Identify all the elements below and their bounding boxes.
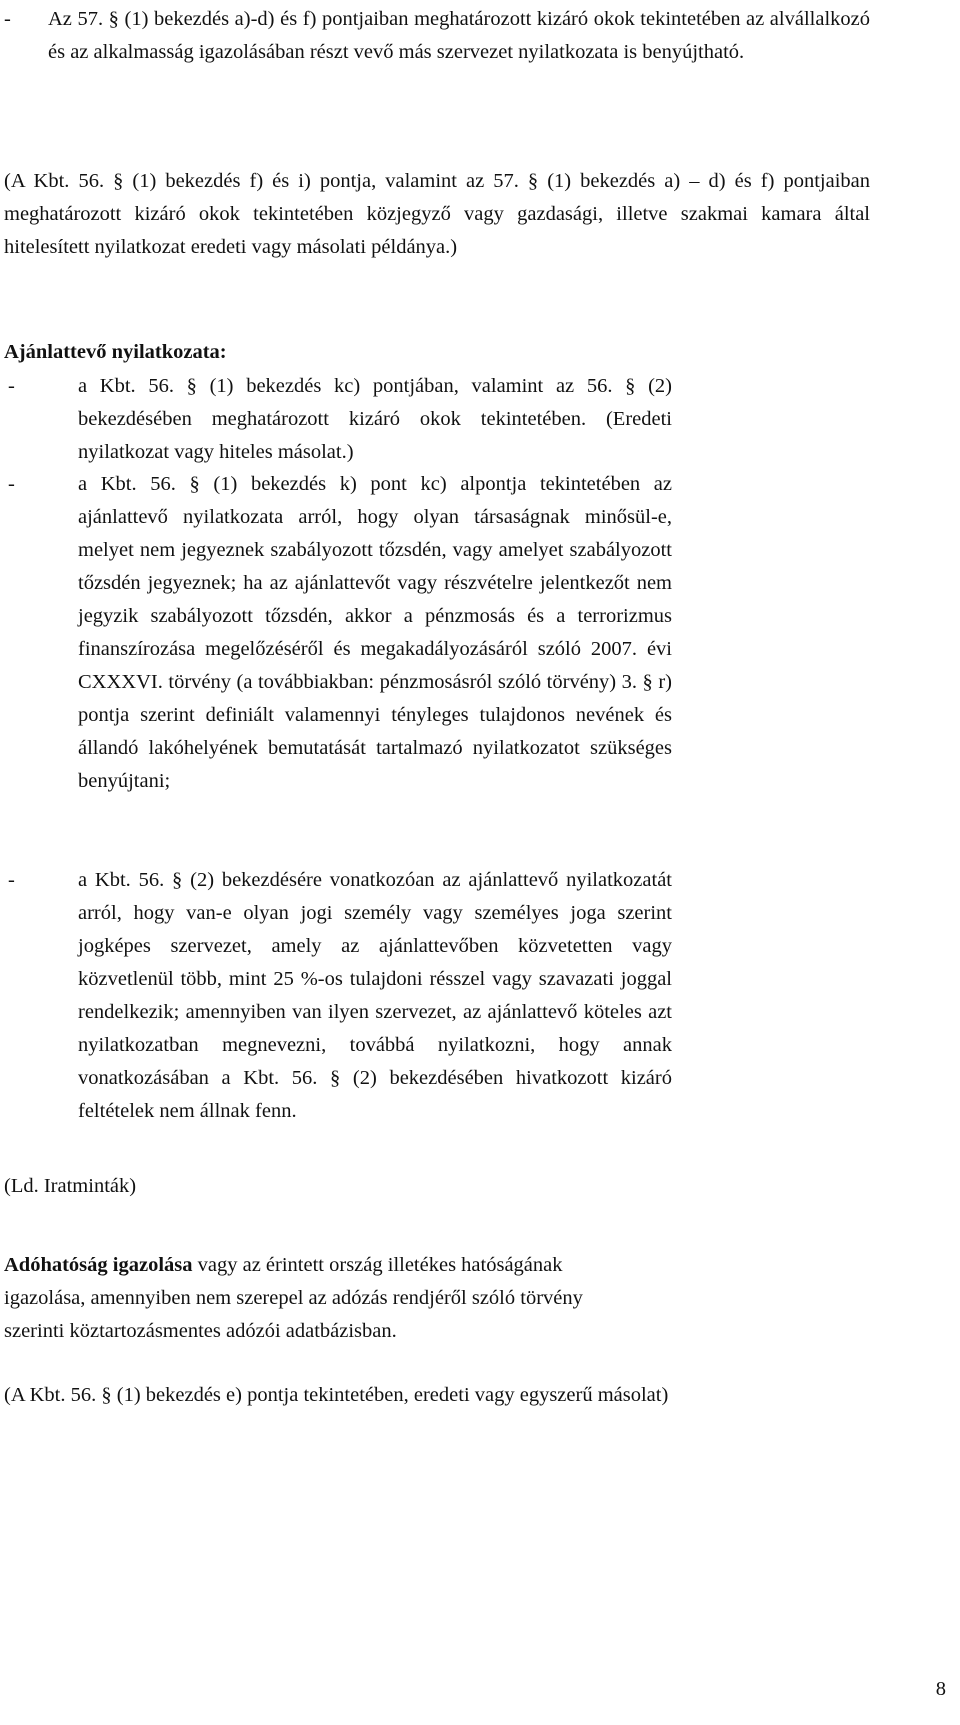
page-number: 8 — [935, 1678, 946, 1700]
declaration-item-beneficial-owners: a Kbt. 56. § (1) bekezdés k) pont kc) alpontja tekintetében az ajánlattevő nyilatkozata arról, hogy olyan társaságnak minősül-e, melyet nem jegyeznek szabályozott tőzsdén, vagy amelyet szabályozott tőzsdén jegyeznek; ha az ajánlattevőt vagy részvételre jelentkezőt nem jegyzik szabályozott tőzsdén, akkor a pénzmosás és a terrorizmus finanszírozása megelőzéséről és megakadályozásáról szóló 2007. évi CXXXVI. törvény (a továbbiakban: pénzmosásról szóló törvény) 3. § r) pontja szerint definiált valamennyi tényleges tulajdonos nevének és állandó lakóhelyének bemutatását tartalmazó nyilatkozatot szükséges benyújtani; — [78, 473, 672, 792]
tax-authority-bold: Adóhatóság igazolása — [4, 1254, 193, 1276]
declaration-heading: Ajánlattevő nyilatkozata: — [4, 341, 227, 363]
list-dash: - — [8, 375, 15, 397]
kbt-note-paragraph: (A Kbt. 56. § (1) bekezdés f) és i) pontja, valamint az 57. § (1) bekezdés a) – d) és f) pontjaiban meghatározott kizáró okok tekintetében közjegyző vagy gazdasági, illetve szakmai kamara által hitelesített nyilatkozat eredeti vagy másolati példánya.) — [4, 170, 870, 258]
tax-authority-paragraph — [4, 1249, 644, 1348]
declaration-item-ownership: a Kbt. 56. § (2) bekezdésére vonatkozóan az ajánlattevő nyilatkozatát arról, hogy van-e olyan jogi személy vagy személyes joga szerint jogképes szervezet, amely az ajánlattevőben közvetetten vagy közvetlenül több, mint 25 %-os tulajdoni résszel vagy szavazati joggal rendelkezik; amennyiben van ilyen szervezet, az ajánlattevő köteles azt nyilatkozatban megnevezni, továbbá nyilatkozni, hogy annak vonatkozásában a Kbt. 56. § (2) bekezdésében hivatkozott kizáró feltételek nem állnak fenn. — [78, 869, 672, 1122]
declaration-item-kc: a Kbt. 56. § (1) bekezdés kc) pontjában, valamint az 56. § (2) bekezdésében meghatározott kizáró okok tekintetében. (Eredeti nyilatkozat vagy hiteles másolat.) — [78, 375, 672, 463]
list-dash: - — [4, 8, 11, 30]
list-dash: - — [8, 869, 15, 891]
tax-authority-rest: vagy az érintett ország illetékes hatóságának igazolása, amennyiben nem szerepel az adózás rendjéről szóló törvény szerinti köztartozásmentes adózói adatbázisban. — [4, 1254, 583, 1342]
list-dash: - — [8, 473, 15, 495]
list-item-subcontractor-declaration: Az 57. § (1) bekezdés a)-d) és f) pontjaiban meghatározott kizáró okok tekintetében az alvállalkozó és az alkalmasság igazolásában részt vevő más szervezet nyilatkozata is benyújtható. — [48, 8, 870, 63]
templates-reference: (Ld. Iratminták) — [4, 1175, 137, 1197]
tax-reference: (A Kbt. 56. § (1) bekezdés e) pontja tekintetében, eredeti vagy egyszerű másolat) — [4, 1384, 669, 1406]
